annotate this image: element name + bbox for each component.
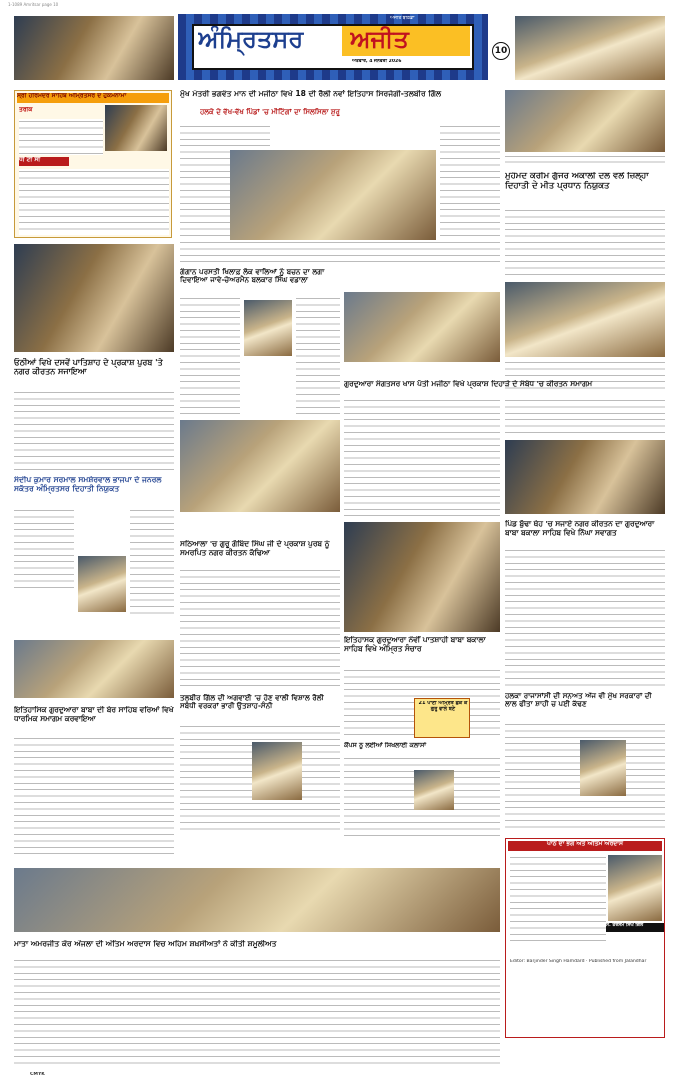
lead-text-col2 bbox=[440, 124, 500, 252]
s4-photo2 bbox=[14, 640, 174, 698]
nagar-kirtan-photo bbox=[14, 244, 174, 352]
s4-text bbox=[14, 508, 74, 588]
memorial-photo bbox=[515, 16, 665, 80]
masthead-title-right: ਅਜੀਤ bbox=[350, 26, 409, 53]
s2-text bbox=[14, 390, 174, 470]
hukamnama-tag: ਤਰੀਕ bbox=[19, 107, 33, 113]
s3-photo bbox=[344, 292, 500, 362]
bottom-right-ad bbox=[505, 838, 665, 1038]
page-number: 10 bbox=[494, 46, 508, 56]
s3-photo2 bbox=[505, 440, 665, 514]
right-top-caption bbox=[505, 154, 665, 166]
top-strip bbox=[0, 0, 677, 9]
bottom-right-ad-footer: Editor: Barjinder Singh Hamdard · Published from Jalandhar bbox=[510, 959, 647, 964]
s9-headline: ਇਤਿਹਾਸਿਕ ਗੁਰਦੁਆਰਾ ਬਾਬਾ ਦੀ ਬੇਰ ਸਾਹਿਬ ਵਰਿਆਂ ਵਿਖੇ ਧਾਰਮਿਕ ਸਮਾਗਮ ਕਰਵਾਇਆ bbox=[14, 706, 174, 723]
s8-portrait bbox=[252, 742, 302, 800]
lead-subheadline: ਹਲਕੇ ਦੇ ਵੱਖ-ਵੱਖ ਪਿੰਡਾਂ 'ਚ ਮੀਟਿੰਗਾਂ ਦਾ ਸਿਲਸਿਲਾ ਸ਼ੁਰੂ bbox=[200, 108, 340, 116]
s2-headline: ਓਠੀਆਂ ਵਿਖੇ ਦਸਵੇਂ ਪਾਤਿਸ਼ਾਹ ਦੇ ਪ੍ਰਕਾਸ਼ ਪੁਰਬ 'ਤੇ ਨਗਰ ਕੀਰਤਨ ਸਜਾਇਆ bbox=[14, 358, 163, 377]
hukamnama-sub: ਧੀ ਟੀ ਸੀ bbox=[19, 157, 69, 166]
bottom-right-ad-photo bbox=[608, 855, 662, 921]
s1-text2 bbox=[296, 296, 340, 416]
s9-text bbox=[14, 736, 174, 856]
right-top-text bbox=[505, 208, 665, 278]
s5-headline: ਸਠਿਆਲਾ 'ਚ ਗੁਰੂ ਗੋਬਿੰਦ ਸਿੰਘ ਜੀ ਦੇ ਪ੍ਰਕਾਸ਼ ਪੁਰਬ ਨੂੰ ਸਮਰਪਿਤ ਨਗਰ ਕੀਰਤਨ ਕੱਢਿਆ bbox=[180, 540, 330, 557]
bottom-right-ad-name: ਸ. ਤਰਸੇਮ ਸਿੰਘ ਗਿੱਲ bbox=[606, 923, 664, 932]
s3-text2 bbox=[505, 398, 665, 438]
s11-text bbox=[14, 958, 500, 1068]
s4-portrait bbox=[78, 556, 126, 612]
s10-headline: ਹਲਕਾ ਰਾਜਾਸਾਂਸੀ ਦੀ ਸਨਅਤ ਅੱਜ ਵੀ ਮੁੱਖ ਸਰਕਾਰਾਂ ਦੀ ਲਾਲ ਫੀਤਾ ਸ਼ਾਹੀ ਚ ਪਈ ਕੱਢਣ bbox=[505, 692, 652, 709]
s4-headline: ਸੰਦੀਪ ਕੁਮਾਰ ਸਰਮਾਲ ਸਮਸ਼ੇਰਵਾਲ ਭਾਜਪਾ ਦੇ ਜਨਰਲ ਸਕੱਤਰ ਅੰਮ੍ਰਿਤਸਰ ਦਿਹਾਤੀ ਨਿਯੁਕਤ bbox=[14, 476, 162, 493]
lead-text-bottom bbox=[180, 240, 500, 264]
s1-portrait bbox=[244, 300, 292, 356]
s3-headline: ਗੁਰਦੁਆਰਾ ਸੰਗਤਸਰ ਖਾਸ ਪੱਤੀ ਮਜੀਠਾ ਵਿਖੇ ਪ੍ਰਕਾਸ਼ ਦਿਹਾੜੇ ਦੇ ਸੰਬੰਧ 'ਚ ਕੀਰਤਨ ਸਮਾਗਮ bbox=[344, 380, 593, 388]
badge-21-text: 21 ਪਾਣੀ ਅੰਮ੍ਰਿਤ ਛਕ ਕੇ ਗੁਰੂ ਵਾਲੇ ਬਣੇ bbox=[418, 701, 468, 712]
s3-text bbox=[344, 398, 500, 518]
s11-headline: ਮਾਤਾ ਅਮਰਜੀਤ ਕੌਰ ਔਜਲਾ ਦੀ ਅੰਤਿਮ ਅਰਦਾਸ ਵਿਚ ਅਹਿਮ ਸ਼ਖ਼ਸੀਅਤਾਂ ਨੇ ਕੀਤੀ ਸ਼ਮੂਲੀਅਤ bbox=[14, 940, 277, 948]
right-mid-photo bbox=[505, 282, 665, 357]
s11-photo bbox=[14, 868, 500, 932]
s1-text bbox=[180, 296, 240, 416]
s6-headline: ਪਿੰਡ ਬੁੱਢਾ ਥੇਹ 'ਚ ਸਜਾਏ ਨਗਰ ਕੀਰਤਨ ਦਾ ਗੁਰਦੁਆਰਾ ਬਾਬਾ ਬਕਾਲਾ ਸਾਹਿਬ ਵਿਖੇ ਨਿੱਘਾ ਸਵਾਗਤ bbox=[505, 520, 655, 537]
masthead-title-left: ਅੰਮ੍ਰਿਤਸਰ bbox=[198, 26, 304, 53]
s7-headline: ਇਤਿਹਾਸਕ ਗੁਰਦੁਆਰਾ ਨੌਵੀਂ ਪਾਤਸ਼ਾਹੀ ਬਾਬਾ ਬਕਾਲਾ ਸਾਹਿਬ ਵਿਖੇ ਅੰਮ੍ਰਿਤ ਸੰਚਾਰ bbox=[344, 636, 486, 653]
hukamnama-text bbox=[19, 119, 103, 155]
s12-portrait bbox=[414, 770, 454, 810]
masthead bbox=[0, 12, 677, 84]
right-top-photo bbox=[505, 90, 665, 152]
golden-temple-photo bbox=[14, 16, 174, 80]
hukamnama-body bbox=[19, 169, 169, 235]
hukamnama-ad bbox=[14, 90, 172, 238]
badge-21 bbox=[414, 698, 470, 738]
top-strip-text: 1-1089 Amritsar page 10 bbox=[8, 2, 59, 7]
s1-headline: ਗੰਗਾਨ ਪਰਸਤੀ ਖਿਲਾਫ਼ ਲੋਕ ਵਾਲਿਆਂ ਨੂੰ ਬਚਨ ਦਾ ਲਗਾ ਦਿਵਾਇਆ ਜਾਵੇ-ਚੇਅਰਮੈਨ ਬਲਕਾਰ ਸਿੰਘ ਵਡਾਲਾ bbox=[180, 268, 325, 285]
footer-cmyk: CMYK bbox=[30, 1072, 45, 1077]
s10-portrait bbox=[580, 740, 626, 796]
bottom-right-ad-title: ਪਾਠ ਦਾ ਭੋਗ ਅਤੇ ਅੰਤਿਮ ਅਰਦਾਸ bbox=[508, 841, 662, 851]
s5-text bbox=[180, 568, 340, 688]
masthead-small: ਅਜੀਤ ਬਠਿੰਡਾ bbox=[390, 16, 415, 21]
s4-text2 bbox=[130, 508, 174, 618]
s1-group-photo bbox=[180, 420, 340, 512]
s12-headline: ਕੈਂਪਸ ਨੂੰ ਲਈਆਂ ਸਿਖਲਾਈ ਕਲਾਸਾਂ bbox=[344, 742, 427, 749]
lead-photo bbox=[230, 150, 436, 240]
right-top-headline: ਮੁਹੰਮਦ ਕਰੀਮ ਗੁੱਜਰ ਅਕਾਲੀ ਦਲ ਵਲੋਂ ਜ਼ਿਲ੍ਹਾ ਦਿਹਾਤੀ ਦੇ ਮੀਤ ਪ੍ਰਧਾਨ ਨਿਯੁਕਤ bbox=[505, 172, 649, 191]
s5-photo bbox=[344, 522, 500, 632]
s8-headline: ਤਲਬੀਰ ਗਿੱਲ ਦੀ ਅਗਵਾਈ 'ਚ ਹੋਣ ਵਾਲੀ ਵਿਸ਼ਾਲ ਰੈਲੀ ਸਬੰਧੀ ਵਰਕਰਾਂ ਭਾਰੀ ਉਤਸ਼ਾਹ-ਸੰਨੀ bbox=[180, 694, 324, 711]
lead-headline: ਮੁੱਖ ਮੰਤਰੀ ਭਗਵੰਤ ਮਾਨ ਦੀ ਮਜੀਠਾ ਵਿਖੇ 18 ਦੀ ਰੈਲੀ ਨਵਾਂ ਇਤਿਹਾਸ ਸਿਰਜੇਗੀ-ਤਲਬੀਰ ਗਿੱਲ bbox=[180, 90, 442, 98]
masthead-date: ਐਤਵਾਰ, 4 ਜਨਵਰੀ 2026 bbox=[352, 59, 402, 64]
hukamnama-title: ਸ੍ਰੀ ਹਰਿਮੰਦਰ ਸਾਹਿਬ ਅੰਮ੍ਰਿਤਸਰ ਦੇ ਹੁਕਮਨਾਮਾ bbox=[17, 93, 169, 103]
bottom-right-ad-text bbox=[510, 855, 606, 945]
s6-text bbox=[505, 548, 665, 688]
hukamnama-photo bbox=[105, 105, 167, 151]
